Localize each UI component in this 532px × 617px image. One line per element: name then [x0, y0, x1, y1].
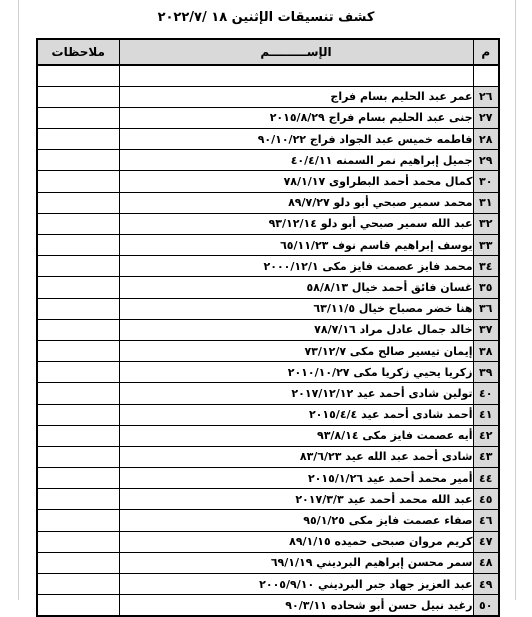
- row-name: كمال محمد أحمد البطراوى ٧٨/١/١٧: [119, 171, 473, 192]
- row-notes: [37, 404, 119, 425]
- row-name: تولين شادى أحمد عيد ٢٠١٧/١٢/١٢: [119, 383, 473, 404]
- table-row: [37, 256, 499, 277]
- row-name: خالد جمال عادل مراد ٧٨/٧/١٦: [119, 319, 473, 340]
- row-number: ٣٧: [473, 319, 499, 340]
- row-name: أحمد شادى أحمد عيد ٢٠١٥/٤/٤: [119, 404, 473, 425]
- row-notes: [37, 150, 119, 171]
- row-number: ٢٧: [473, 107, 499, 128]
- row-name: سمر محسن إبراهيم البرديني ٦٩/١/١٩: [119, 552, 473, 573]
- row-name: محمد فايز عصمت فايز مكى ٢٠٠٠/١٢/١: [119, 256, 473, 277]
- row-notes: [37, 362, 119, 383]
- row-name: إيمان تيسير صالح مكى ٧٣/١٢/٧: [119, 340, 473, 361]
- row-notes: [37, 468, 119, 489]
- table-body: [37, 65, 499, 616]
- row-notes: [37, 298, 119, 319]
- table-row: [37, 107, 499, 128]
- row-number: ٣١: [473, 192, 499, 213]
- header-num: م: [473, 39, 499, 65]
- row-name: أمير محمد أحمد عيد ٢٠١٥/١/٢٦: [119, 468, 473, 489]
- table-row: [37, 340, 499, 361]
- table-row: [37, 595, 499, 616]
- row-number: ٣٦: [473, 298, 499, 319]
- table-row: [37, 298, 499, 319]
- table-row: [37, 319, 499, 340]
- table-row: [37, 552, 499, 573]
- table-row: [37, 192, 499, 213]
- row-name: صفاء عصمت فايز مكى ٩٥/١/٢٥: [119, 510, 473, 531]
- row-name: رغيد نبيل حسن أبو شحاده ٩٠/٣/١١: [119, 595, 473, 616]
- page-title: كشف تنسيقات الإثنين ١٨ /٢٠٢٢/٧: [157, 10, 375, 25]
- row-number: ٤٤: [473, 468, 499, 489]
- row-notes: [37, 383, 119, 404]
- row-notes: [37, 192, 119, 213]
- schedule-table: [36, 38, 500, 617]
- table-row: [37, 404, 499, 425]
- row-name: جنى عبد الحليم بسام فراج ٢٠١٥/٨/٢٩: [119, 107, 473, 128]
- header-name: الإســـــــــم: [119, 39, 473, 65]
- table-row: [37, 213, 499, 234]
- row-number: ٢٩: [473, 150, 499, 171]
- table-row: [37, 171, 499, 192]
- row-name: شادى أحمد عبد الله عيد ٨٣/٦/٢٣: [119, 446, 473, 467]
- row-notes: [37, 107, 119, 128]
- table-row: [37, 468, 499, 489]
- table-row: [37, 362, 499, 383]
- table-spacer-row: [37, 65, 499, 86]
- table-row: [37, 150, 499, 171]
- row-number: ٤٦: [473, 510, 499, 531]
- row-number: ٣٣: [473, 235, 499, 256]
- row-name: عبد الله سمير صبحي أبو دلو ٩٣/١٢/١٤: [119, 213, 473, 234]
- row-number: ٣٥: [473, 277, 499, 298]
- row-notes: [37, 319, 119, 340]
- row-number: ٤٣: [473, 446, 499, 467]
- table-row: [37, 383, 499, 404]
- row-notes: [37, 552, 119, 573]
- row-notes: [37, 574, 119, 595]
- header-notes: ملاحظات: [37, 39, 119, 65]
- row-notes: [37, 489, 119, 510]
- row-number: ٢٨: [473, 129, 499, 150]
- row-notes: [37, 595, 119, 616]
- row-notes: [37, 256, 119, 277]
- table-row: [37, 129, 499, 150]
- table-row: [37, 235, 499, 256]
- row-name: هنا خضر مصباح خيال ٦٣/١١/٥: [119, 298, 473, 319]
- row-number: ٤٨: [473, 552, 499, 573]
- table-header-row: [37, 39, 499, 65]
- row-notes: [37, 510, 119, 531]
- row-number: ٤٧: [473, 531, 499, 552]
- row-notes: [37, 425, 119, 446]
- row-number: ٣٨: [473, 340, 499, 361]
- row-name: أيه عصمت فايز مكى ٩٣/٨/١٤: [119, 425, 473, 446]
- row-number: ٤٢: [473, 425, 499, 446]
- table-row: [37, 86, 499, 107]
- row-name: زكريا يحيي زكريا مكى ٢٠١٠/١٠/٢٧: [119, 362, 473, 383]
- row-name: يوسف إبراهيم قاسم نوف ٦٥/١١/٢٣: [119, 235, 473, 256]
- row-number: ٥٠: [473, 595, 499, 616]
- row-name: جميل إبراهيم نمر السمنه ٤٠/٤/١١: [119, 150, 473, 171]
- row-name: كريم مروان صبحى حميده ٨٩/١/١٥: [119, 531, 473, 552]
- row-number: ٣٤: [473, 256, 499, 277]
- page-edge-right: [515, 0, 516, 600]
- table-row: [37, 531, 499, 552]
- row-number: ٣٠: [473, 171, 499, 192]
- row-notes: [37, 446, 119, 467]
- row-number: ٤٠: [473, 383, 499, 404]
- row-number: ٤٥: [473, 489, 499, 510]
- row-name: محمد سمير صبحي أبو دلو ٨٩/٧/٢٧: [119, 192, 473, 213]
- row-name: عمر عبد الحليم بسام فراج: [119, 86, 473, 107]
- row-notes: [37, 171, 119, 192]
- row-name: غسان فائق أحمد خيال ٥٨/٨/١٣: [119, 277, 473, 298]
- table-row: [37, 574, 499, 595]
- table-row: [37, 446, 499, 467]
- row-notes: [37, 235, 119, 256]
- row-notes: [37, 86, 119, 107]
- row-name: عبد الله محمد أحمد عيد ٢٠١٧/٣/٣: [119, 489, 473, 510]
- row-number: ٤١: [473, 404, 499, 425]
- page-edge-left: [18, 0, 19, 600]
- row-notes: [37, 129, 119, 150]
- row-notes: [37, 531, 119, 552]
- row-name: فاطمه خميس عبد الجواد فراج ٩٠/١٠/٢٢: [119, 129, 473, 150]
- row-notes: [37, 277, 119, 298]
- table-row: [37, 277, 499, 298]
- row-notes: [37, 340, 119, 361]
- table-row: [37, 425, 499, 446]
- row-number: ٤٩: [473, 574, 499, 595]
- row-notes: [37, 213, 119, 234]
- table-row: [37, 510, 499, 531]
- row-number: ٢٦: [473, 86, 499, 107]
- row-name: عبد العزيز جهاد جبر البرديني ٢٠٠٥/٩/١٠: [119, 574, 473, 595]
- table-row: [37, 489, 499, 510]
- row-number: ٣٢: [473, 213, 499, 234]
- row-number: ٣٩: [473, 362, 499, 383]
